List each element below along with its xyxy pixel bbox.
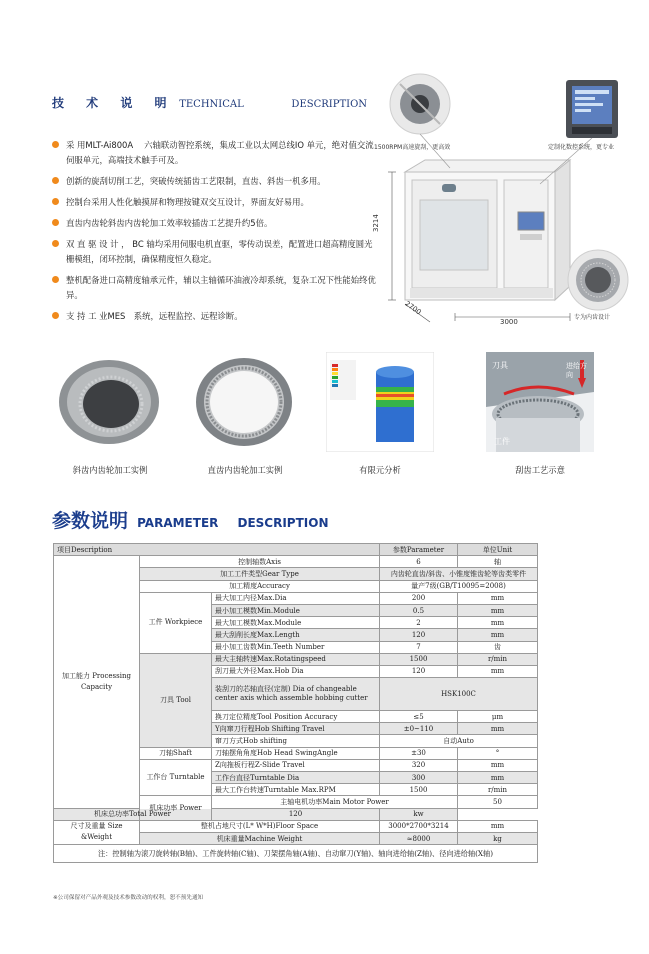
table-row: 装刮刀的芯轴直径(定制) Dia of changeable center axis which assemble hobbing cutter HSK100C bbox=[54, 678, 538, 711]
table-row: 刮刀最大外径Max.Hob Dia 120 mm bbox=[54, 665, 538, 677]
table-row: 机床总功率Total Power 120 kw bbox=[54, 808, 538, 820]
table-row: 刀具 Tool 最大主轴转速Max.Rotatingspeed 1500 r/min bbox=[54, 653, 538, 665]
feature-item: 控制台采用人性化触摸屏和物理按键双交互设计，界面友好易用。 bbox=[50, 195, 380, 210]
table-row: 加工精度Accuracy 量产7级(GB/T10095=2008) bbox=[54, 580, 538, 592]
table-row: 加工能力 Processing Capacity 控制轴数Axis 6 轴 bbox=[54, 556, 538, 568]
table-row: 机床功率 Power 主轴电机功率Main Motor Power 50 bbox=[54, 796, 538, 808]
parameter-title-cn: 参数说明 bbox=[52, 510, 129, 532]
bullet-dot-icon bbox=[52, 276, 59, 283]
feature-item: 直齿内齿轮斜齿内齿轮加工效率较插齿工艺提升约5倍。 bbox=[50, 216, 380, 231]
callout-design: 专为内齿设计 bbox=[574, 314, 611, 321]
machine-drawing bbox=[370, 72, 632, 327]
table-row: 刀轴Shaft 刀轴摆角角度Hob Head SwingAngle ±30 ° bbox=[54, 747, 538, 759]
dim-width: 3000 bbox=[500, 318, 518, 326]
callout-spindle: 1500RPM高速旋刮，更高效 bbox=[374, 144, 451, 151]
group-workpiece: 工件 Workpiece bbox=[140, 592, 212, 653]
table-row: Y向窜刀行程Hob Shifting Travel ±0~110 mm bbox=[54, 723, 538, 735]
caption-spur: 直齿内齿轮加工实例 bbox=[207, 465, 283, 475]
table-row: 最小加工模数Min.Module 0.5 mm bbox=[54, 604, 538, 616]
table-row: 尺寸及重量 Size &Weight 整机占地尺寸(L* W*H)Floor Space 3000*2700*3214 mm bbox=[54, 820, 538, 832]
parameter-title-en1: PARAMETER bbox=[137, 516, 219, 530]
header-item: 项目Description bbox=[54, 544, 380, 556]
bullet-dot-icon bbox=[52, 312, 59, 319]
feature-list bbox=[50, 138, 380, 330]
feature-item: 支 持 工 业MES 系统，远程监控、远程诊断。 bbox=[50, 309, 380, 324]
feature-item: 创新的旋刮切削工艺，突破传统插齿工艺限制，直齿、斜齿一机多用。 bbox=[50, 174, 380, 189]
footnote: ※公司保留对产品外观及技术参数改动的权利，恕不预先通知 bbox=[53, 895, 204, 901]
table-row: 最大加工模数Max.Module 2 mm bbox=[54, 617, 538, 629]
bullet-dot-icon bbox=[52, 198, 59, 205]
group-turntable: 工作台 Turntable bbox=[140, 759, 212, 796]
table-row: 换刀定位精度Tool Position Accuracy ≤5 μm bbox=[54, 711, 538, 723]
dim-height: 3214 bbox=[372, 214, 380, 232]
feature-item: 采 用MLT-Ai800A 六轴联动智控系统，集成工业以太网总线IO 单元，绝对值交流伺服单元，高端技术触手可及。 bbox=[50, 138, 380, 168]
table-header bbox=[54, 544, 538, 556]
table-row: 最小加工齿数Min.Teeth Number 7 齿 bbox=[54, 641, 538, 653]
fea-photo bbox=[326, 352, 434, 452]
table-row: 窜刀方式Hob shifting 自动Auto bbox=[54, 735, 538, 747]
machine-illustration bbox=[370, 72, 632, 327]
technical-title-en2: DESCRIPTION bbox=[291, 99, 368, 110]
parameter-title bbox=[52, 506, 329, 533]
header-unit: 单位Unit bbox=[458, 544, 538, 556]
bullet-dot-icon bbox=[52, 240, 59, 247]
table-row: 工作台直径Turntable Dia 300 mm bbox=[54, 772, 538, 784]
table-row: 工作台 Turntable Z向拖板行程Z-Slide Travel 320 mm bbox=[54, 759, 538, 771]
spur-gear-photo bbox=[190, 352, 298, 452]
header-param: 参数Parameter bbox=[380, 544, 458, 556]
parameter-title-en2: DESCRIPTION bbox=[237, 516, 329, 530]
caption-skiving: 刮齿工艺示意 bbox=[515, 465, 565, 475]
bullet-dot-icon bbox=[52, 177, 59, 184]
technical-title bbox=[52, 94, 367, 111]
callout-cnc: 定制化数控系统，更专业 bbox=[548, 144, 615, 151]
feature-item: 双 直 驱 设 计 ， BC 轴均采用伺服电机直驱，零传动误差，配置进口超高精度圆光栅模组，闭环控制，确保精度恒久稳定。 bbox=[50, 237, 380, 267]
technical-title-cn: 技 术 说 明 bbox=[52, 96, 176, 110]
feature-item: 整机配备进口高精度轴承元件，辅以主轴循环油液冷却系统，复杂工况下性能始终优异。 bbox=[50, 273, 380, 303]
table-row: 最大刮削长度Max.Length 120 mm bbox=[54, 629, 538, 641]
technical-title-en1: TECHNICAL bbox=[179, 99, 244, 110]
parameter-table bbox=[53, 543, 538, 863]
table-note-row bbox=[54, 845, 538, 863]
skiving-diagram bbox=[486, 352, 594, 452]
table-note: 注：控制轴为滚刀旋转轴(B轴)、工件旋转轴(C轴)、刀架摆角轴(A轴)、自动窜刀(Y轴)、轴向进给轴(Z轴)、径向进给轴(X轴) bbox=[54, 845, 538, 863]
table-row: 加工工件类型Gear Type 内齿轮直齿/斜齿、小锥度锥齿轮等齿类零件 bbox=[54, 568, 538, 580]
group-tool: 刀具 Tool bbox=[140, 653, 212, 747]
helical-gear-photo bbox=[55, 352, 163, 452]
caption-helical: 斜齿内齿轮加工实例 bbox=[72, 465, 148, 475]
bullet-dot-icon bbox=[52, 219, 59, 226]
bullet-dot-icon bbox=[52, 141, 59, 148]
table-row: 工件 Workpiece 最大加工内径Max.Dia 200 mm bbox=[54, 592, 538, 604]
diagram-label-feed: 进给方向 bbox=[566, 362, 587, 379]
diagram-label-workpiece: 工件 bbox=[494, 437, 510, 446]
table-row: 机床重量Machine Weight ≈8000 kg bbox=[54, 832, 538, 844]
caption-fea: 有限元分析 bbox=[359, 465, 401, 475]
dim-depth: 2700 bbox=[403, 299, 423, 317]
group-size: 尺寸及重量 Size &Weight bbox=[54, 820, 140, 844]
table-row: 最大工作台转速Turntable Max.RPM 1500 r/min bbox=[54, 784, 538, 796]
diagram-label-tool: 刀具 bbox=[492, 361, 508, 370]
group-power: 机床功率 Power bbox=[140, 796, 212, 820]
group-processing: 加工能力 Processing Capacity bbox=[54, 556, 140, 808]
group-shaft: 刀轴Shaft bbox=[140, 747, 212, 759]
